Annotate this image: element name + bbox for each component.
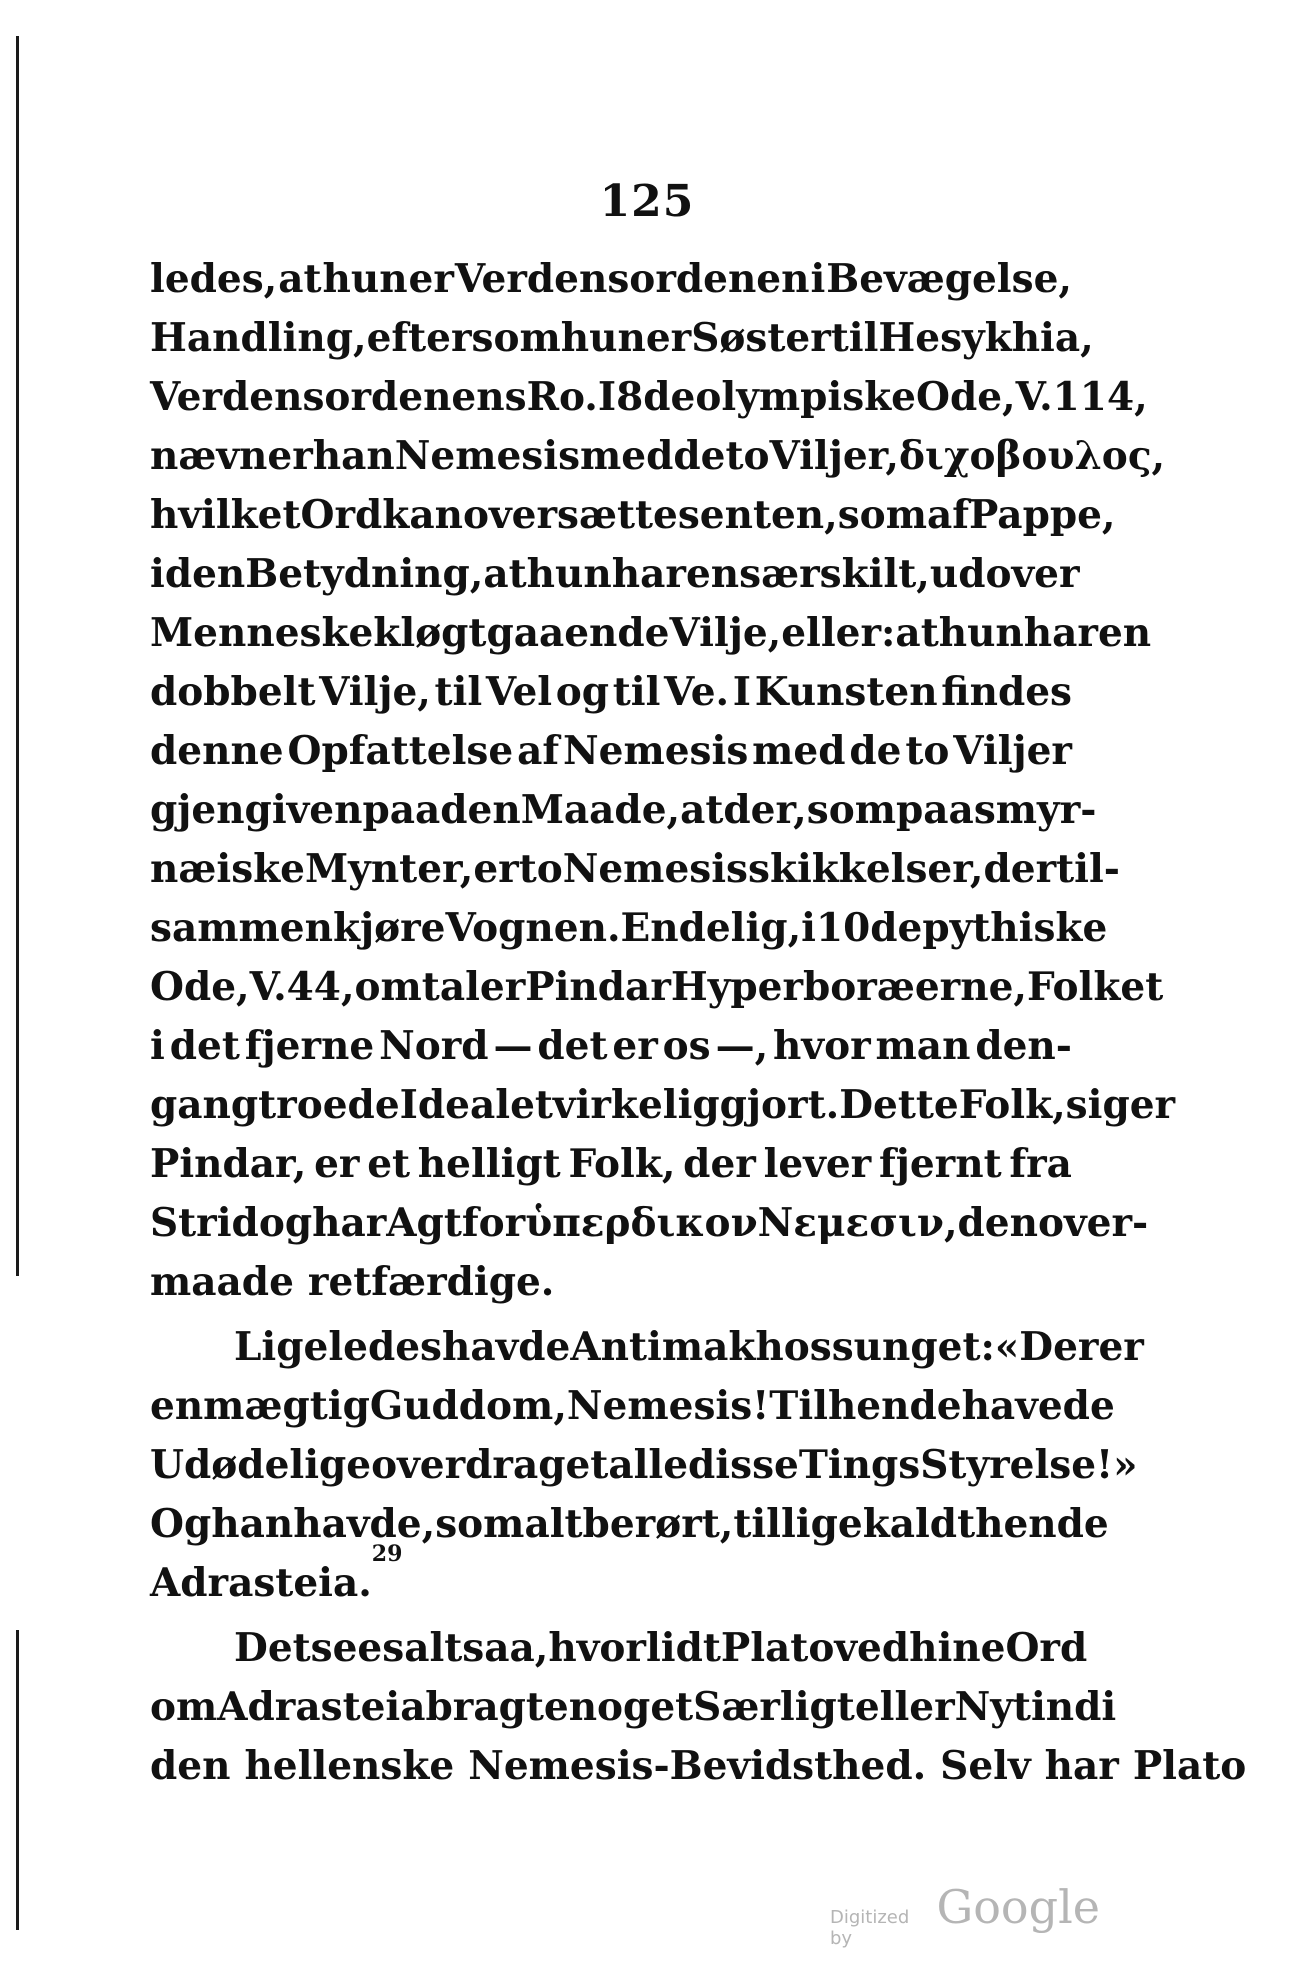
word: Tings bbox=[798, 1442, 921, 1488]
word: er bbox=[1098, 1324, 1144, 1370]
page-number: 125 bbox=[599, 176, 695, 227]
word: enten, bbox=[699, 492, 838, 538]
word: særskilt, bbox=[739, 551, 930, 597]
word: Mynter, bbox=[305, 846, 474, 892]
word: Folk, bbox=[958, 1082, 1066, 1128]
word: Menneskekløgt bbox=[150, 610, 487, 656]
text-line bbox=[150, 958, 1164, 1017]
text-line bbox=[150, 1318, 1144, 1377]
word: 44, bbox=[286, 964, 355, 1010]
word: Verdensordenens bbox=[150, 374, 527, 420]
word: er bbox=[473, 846, 519, 892]
word: og bbox=[258, 1200, 313, 1246]
word: 114, bbox=[1052, 374, 1148, 420]
word: hvilket bbox=[150, 492, 301, 538]
text-line bbox=[150, 840, 1120, 899]
word: er bbox=[645, 315, 692, 361]
word: som bbox=[837, 492, 927, 538]
text-line bbox=[150, 1436, 1138, 1495]
word: mægtig bbox=[203, 1383, 370, 1429]
text-line bbox=[150, 1541, 1072, 1613]
word: 10de bbox=[816, 905, 923, 951]
word: hvor bbox=[773, 1023, 871, 1069]
word: virkeliggjort. bbox=[552, 1082, 840, 1128]
word: Ligeledes bbox=[234, 1324, 442, 1370]
word: det bbox=[169, 1023, 240, 1069]
word: Plato bbox=[1132, 1743, 1247, 1789]
text-line bbox=[150, 604, 1152, 663]
word: Styrelse!» bbox=[920, 1442, 1138, 1488]
word: fjernt bbox=[878, 1141, 1002, 1187]
word: med bbox=[580, 433, 674, 479]
word: der bbox=[683, 1141, 756, 1187]
word: om bbox=[150, 1684, 218, 1730]
word: har bbox=[1044, 1743, 1119, 1789]
word: Folk, bbox=[568, 1141, 676, 1187]
word: Handling, bbox=[150, 315, 367, 361]
word: pythiske bbox=[922, 905, 1108, 951]
word: sunget: bbox=[831, 1324, 995, 1370]
word: Pindar bbox=[525, 964, 671, 1010]
word: til- bbox=[1056, 846, 1120, 892]
word: Nemesis bbox=[563, 728, 749, 774]
word: sees bbox=[310, 1625, 405, 1671]
word: hun bbox=[526, 551, 612, 597]
word: — bbox=[493, 1023, 533, 1069]
word: overdraget bbox=[371, 1442, 609, 1488]
word: ledes, bbox=[150, 256, 278, 302]
word: Verdensordenen bbox=[454, 256, 810, 302]
word: kan bbox=[382, 492, 463, 538]
word: er bbox=[408, 256, 454, 302]
scan-edge-bottom bbox=[16, 1630, 19, 1930]
word: Nemesisskikkelser, bbox=[562, 846, 984, 892]
word: Agt bbox=[386, 1200, 462, 1246]
word: Idealet bbox=[399, 1082, 553, 1128]
word: ved bbox=[834, 1625, 910, 1671]
word: Ode, bbox=[916, 374, 1016, 420]
word: troede bbox=[258, 1082, 400, 1128]
word: Udødelige bbox=[150, 1442, 372, 1488]
word: de bbox=[1062, 1383, 1115, 1429]
word: at bbox=[680, 787, 724, 833]
body-text bbox=[150, 250, 1247, 1796]
word: i bbox=[150, 551, 165, 597]
word: to bbox=[725, 433, 770, 479]
word: bragte bbox=[425, 1684, 569, 1730]
watermark-brand: Google bbox=[936, 1880, 1100, 1934]
word: den bbox=[440, 787, 521, 833]
word: hun bbox=[322, 256, 408, 302]
word: Hyperboræerne, bbox=[670, 964, 1027, 1010]
word: denne bbox=[150, 728, 284, 774]
word: eftersom bbox=[366, 315, 561, 361]
word: der bbox=[983, 846, 1057, 892]
word: Betydning, bbox=[245, 551, 484, 597]
text-line bbox=[150, 1737, 1247, 1796]
text-line bbox=[150, 1194, 1149, 1253]
word: Νεμεσιν, bbox=[757, 1200, 958, 1246]
word: 8de bbox=[616, 374, 696, 420]
word: man bbox=[875, 1023, 971, 1069]
word: kaldt bbox=[862, 1501, 976, 1547]
word: Det bbox=[234, 1625, 311, 1671]
word: διχοβουλος, bbox=[898, 433, 1166, 479]
word: Kunsten bbox=[754, 669, 938, 715]
word: lever bbox=[763, 1141, 872, 1187]
word: havde, bbox=[293, 1501, 436, 1547]
word: den bbox=[164, 551, 246, 597]
word: Opfattelse bbox=[287, 728, 514, 774]
word: maade bbox=[150, 1259, 294, 1305]
word: Ord bbox=[1005, 1625, 1088, 1671]
word: kjøre bbox=[332, 905, 446, 951]
word: fjerne bbox=[244, 1023, 375, 1069]
word: hende bbox=[975, 1501, 1109, 1547]
word: over bbox=[985, 551, 1080, 597]
word: Folket bbox=[1026, 964, 1164, 1010]
word: paa bbox=[896, 787, 974, 833]
text-line bbox=[150, 722, 1072, 781]
word: som bbox=[806, 787, 897, 833]
text-line bbox=[150, 1377, 1115, 1436]
word: Søster bbox=[691, 315, 831, 361]
word: i bbox=[1101, 1684, 1117, 1730]
word: over- bbox=[1037, 1200, 1149, 1246]
text-line bbox=[150, 309, 1094, 368]
word: den- bbox=[975, 1023, 1072, 1069]
text-line bbox=[150, 781, 1097, 840]
word: paa bbox=[362, 787, 441, 833]
text-line bbox=[150, 899, 1108, 958]
word: helligt bbox=[417, 1141, 561, 1187]
word: to bbox=[905, 728, 950, 774]
word: de bbox=[849, 728, 902, 774]
word: I bbox=[732, 669, 752, 715]
text-line bbox=[150, 545, 1080, 604]
word: det bbox=[537, 1023, 608, 1069]
word: hvor bbox=[548, 1625, 646, 1671]
word: gang bbox=[150, 1082, 259, 1128]
word: noget bbox=[568, 1684, 694, 1730]
word: til bbox=[830, 315, 879, 361]
watermark-prefix: Digitized by bbox=[830, 1907, 910, 1949]
word: Og bbox=[150, 1501, 212, 1547]
word: at bbox=[895, 610, 939, 656]
word: smyr- bbox=[973, 787, 1097, 833]
word: omtaler bbox=[354, 964, 526, 1010]
word: at bbox=[278, 256, 322, 302]
word: Vel bbox=[485, 669, 553, 715]
word: Plato bbox=[720, 1625, 835, 1671]
word: Endelig, bbox=[620, 905, 802, 951]
word: Selv bbox=[940, 1743, 1031, 1789]
word: siger bbox=[1065, 1082, 1176, 1128]
word: to bbox=[518, 846, 563, 892]
word: I bbox=[597, 374, 617, 420]
word: tillige bbox=[733, 1501, 863, 1547]
word: Strid bbox=[150, 1200, 259, 1246]
text-line bbox=[150, 1678, 1117, 1737]
word: han bbox=[211, 1501, 294, 1547]
word: med bbox=[752, 728, 846, 774]
word: har bbox=[312, 1200, 387, 1246]
word: hende bbox=[827, 1383, 962, 1429]
word: er bbox=[612, 1023, 658, 1069]
word: Pappe, bbox=[969, 492, 1116, 538]
word: til bbox=[612, 669, 661, 715]
word: en bbox=[685, 551, 740, 597]
word: hun bbox=[938, 610, 1024, 656]
word: os bbox=[662, 1023, 711, 1069]
text-line bbox=[150, 368, 1148, 427]
text-line bbox=[150, 486, 1116, 545]
word: dobbelt bbox=[150, 669, 316, 715]
word: fra bbox=[1009, 1141, 1072, 1187]
word: Nemesis! bbox=[566, 1383, 770, 1429]
word: Dette bbox=[839, 1082, 959, 1128]
word: til bbox=[434, 669, 483, 715]
word: —, bbox=[715, 1023, 769, 1069]
word: Nyt bbox=[954, 1684, 1031, 1730]
text-line bbox=[150, 1135, 1072, 1194]
word: eller bbox=[854, 1684, 955, 1730]
word: har bbox=[611, 551, 686, 597]
word: Ord bbox=[300, 492, 383, 538]
text-line bbox=[150, 663, 1072, 722]
text-line bbox=[150, 1619, 1088, 1678]
word: Viljer bbox=[953, 728, 1072, 774]
word: hellenske bbox=[244, 1743, 455, 1789]
word: hine bbox=[909, 1625, 1006, 1671]
text-line bbox=[150, 250, 1072, 309]
word: Pindar, bbox=[150, 1141, 307, 1187]
word: Viljer, bbox=[769, 433, 899, 479]
word: lidt bbox=[645, 1625, 721, 1671]
word: Maade, bbox=[520, 787, 681, 833]
word: Ve. bbox=[664, 669, 730, 715]
word: gjengiven bbox=[150, 787, 363, 833]
word: er bbox=[314, 1141, 360, 1187]
word: sammen bbox=[150, 905, 333, 951]
word: han bbox=[312, 433, 395, 479]
word: havde bbox=[442, 1324, 571, 1370]
digitized-watermark bbox=[830, 1880, 1100, 1949]
word: en bbox=[1097, 610, 1152, 656]
word: alt bbox=[524, 1501, 583, 1547]
word: oversættes bbox=[462, 492, 700, 538]
word: Nemesis-Bevidsthed. bbox=[468, 1743, 927, 1789]
word: af bbox=[926, 492, 970, 538]
word: Særligt bbox=[693, 1684, 855, 1730]
word: hun bbox=[560, 315, 646, 361]
word: en bbox=[150, 1383, 204, 1429]
word: som bbox=[435, 1501, 525, 1547]
word: Vognen. bbox=[445, 905, 621, 951]
word: ind bbox=[1030, 1684, 1102, 1730]
word: «Der bbox=[994, 1324, 1099, 1370]
text-line bbox=[150, 1495, 1109, 1554]
word: retfærdige. bbox=[307, 1259, 555, 1305]
word: har bbox=[1023, 610, 1098, 656]
word: altsaa, bbox=[404, 1625, 549, 1671]
footnote-reference: 29 bbox=[371, 1541, 403, 1567]
text-line bbox=[150, 1076, 1176, 1135]
text-line bbox=[150, 427, 1166, 486]
word: for bbox=[461, 1200, 526, 1246]
word: i bbox=[150, 1023, 165, 1069]
word: Vilje, bbox=[319, 669, 431, 715]
word: eller: bbox=[781, 610, 896, 656]
word: Til bbox=[769, 1383, 828, 1429]
text-line bbox=[150, 1017, 1072, 1076]
word: at bbox=[483, 551, 527, 597]
word: i bbox=[801, 905, 816, 951]
word: Hesykhia, bbox=[878, 315, 1094, 361]
word: nævner bbox=[150, 433, 313, 479]
word: Guddom, bbox=[369, 1383, 567, 1429]
word: de bbox=[673, 433, 726, 479]
word: af bbox=[517, 728, 560, 774]
word: Bevægelse, bbox=[826, 256, 1072, 302]
word: der, bbox=[723, 787, 807, 833]
word: Ro. bbox=[526, 374, 598, 420]
word: Antimakhos bbox=[570, 1324, 832, 1370]
word: ud bbox=[929, 551, 986, 597]
word: findes bbox=[941, 669, 1072, 715]
word: den bbox=[957, 1200, 1038, 1246]
word: Vilje, bbox=[669, 610, 782, 656]
word: gaaende bbox=[486, 610, 670, 656]
word: olympiske bbox=[695, 374, 916, 420]
word: ὑπερδικον bbox=[525, 1200, 758, 1246]
word: næiske bbox=[150, 846, 305, 892]
word: Ode, bbox=[150, 964, 250, 1010]
word: den bbox=[150, 1743, 231, 1789]
word: et bbox=[367, 1141, 411, 1187]
word: have bbox=[961, 1383, 1063, 1429]
text-line bbox=[150, 1253, 1072, 1312]
word: Nord bbox=[379, 1023, 489, 1069]
word: disse bbox=[688, 1442, 799, 1488]
word: Adrasteia. bbox=[150, 1560, 372, 1606]
word: Nemesis bbox=[394, 433, 581, 479]
word: i bbox=[810, 256, 826, 302]
word: og bbox=[555, 669, 610, 715]
word: alle bbox=[608, 1442, 689, 1488]
word: V. bbox=[249, 964, 287, 1010]
word: V. bbox=[1015, 374, 1053, 420]
word: berørt, bbox=[582, 1501, 734, 1547]
word: Adrasteia bbox=[217, 1684, 426, 1730]
